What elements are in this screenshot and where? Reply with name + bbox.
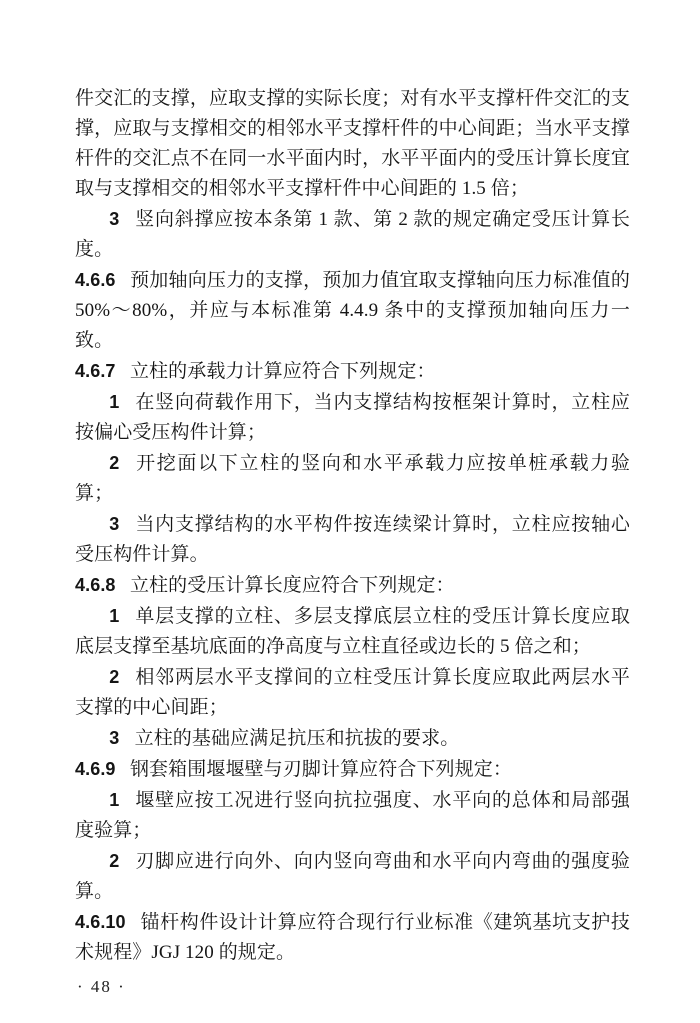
item-number: 2 <box>109 851 120 871</box>
clause-4-6-7 <box>75 356 630 387</box>
item-number: 2 <box>109 453 120 473</box>
clause-text: 预加轴向压力的支撑，预加力值宜取支撑轴向压力标准值的 50%～80%，并应与本标准第 4.4.9 条中的支撑预加轴向压力一致。 <box>75 270 630 351</box>
item-text: 立柱的基础应满足抗压和抗拔的要求。 <box>134 728 460 749</box>
clause-4-6-8-item-2 <box>75 662 630 723</box>
item-number: 3 <box>109 728 120 748</box>
clause-4-6-8-item-1 <box>75 601 630 662</box>
item-text: 当内支撑结构的水平构件按连续梁计算时，立柱应按轴心受压构件计算。 <box>75 514 630 565</box>
item-number: 1 <box>109 392 120 412</box>
clause-text: 锚杆构件设计计算应符合现行行业标准《建筑基坑支护技术规程》JGJ 120 的规定。 <box>75 912 630 963</box>
item-text: 竖向斜撑应按本条第 1 款、第 2 款的规定确定受压计算长度。 <box>75 209 630 260</box>
page-number: · 48 · <box>77 977 126 996</box>
item-text: 相邻两层水平支撑间的立柱受压计算长度应取此两层水平支撑的中心间距； <box>75 667 630 718</box>
item-number: 1 <box>109 790 120 810</box>
item-number: 3 <box>109 209 120 229</box>
item-text: 堰壁应按工况进行竖向抗拉强度、水平向的总体和局部强度验算； <box>75 790 630 841</box>
clause-number: 4.6.7 <box>75 361 116 381</box>
page-footer <box>75 977 630 997</box>
clause-4-6-7-item-1 <box>75 387 630 448</box>
page-body <box>75 84 630 968</box>
item-number: 2 <box>109 667 120 687</box>
clause-4-6-7-item-3 <box>75 509 630 570</box>
clause-4-6-8 <box>75 570 630 601</box>
clause-4-6-10 <box>75 907 630 968</box>
item-number: 3 <box>109 514 120 534</box>
list-item-3-top <box>75 204 630 265</box>
paragraph-continuation: 件交汇的支撑，应取支撑的实际长度；对有水平支撑杆件交汇的支撑，应取与支撑相交的相邻水平支撑杆件的中心间距；当水平支撑杆件的交汇点不在同一水平面内时，水平平面内的受压计算长度宜取与支撑相交的相邻水平支撑杆件中心间距的 1.5 倍； <box>75 88 630 199</box>
clause-number: 4.6.8 <box>75 575 116 595</box>
clause-4-6-9-item-1 <box>75 785 630 846</box>
clause-4-6-9-item-2 <box>75 846 630 907</box>
item-number: 1 <box>109 606 120 626</box>
clause-number: 4.6.9 <box>75 759 116 779</box>
clause-4-6-9 <box>75 754 630 785</box>
item-text: 单层支撑的立柱、多层支撑底层立柱的受压计算长度应取底层支撑至基坑底面的净高度与立柱直径或边长的 5 倍之和； <box>75 606 630 657</box>
clause-number: 4.6.10 <box>75 912 126 932</box>
item-text: 开挖面以下立柱的竖向和水平承载力应按单桩承载力验算； <box>75 453 630 504</box>
clause-text: 钢套箱围堰堰壁与刃脚计算应符合下列规定： <box>129 759 512 780</box>
item-text: 刃脚应进行向外、向内竖向弯曲和水平向内弯曲的强度验算。 <box>75 851 630 902</box>
clause-4-6-7-item-2 <box>75 448 630 509</box>
item-text: 在竖向荷载作用下，当内支撑结构按框架计算时，立柱应按偏心受压构件计算； <box>75 392 630 443</box>
clause-4-6-8-item-3 <box>75 723 630 754</box>
clause-text: 立柱的承载力计算应符合下列规定： <box>129 361 436 382</box>
clause-number: 4.6.6 <box>75 270 116 290</box>
clause-text: 立柱的受压计算长度应符合下列规定： <box>129 575 455 596</box>
clause-4-6-6 <box>75 265 630 356</box>
